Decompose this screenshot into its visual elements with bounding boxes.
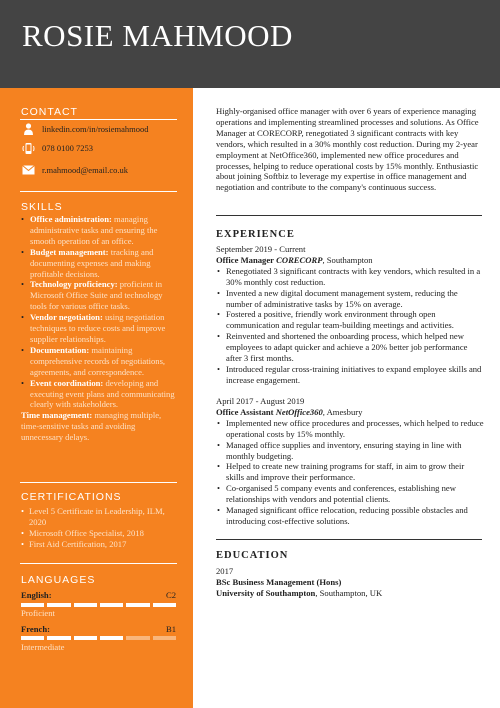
language-level-segment [74,636,97,640]
education-heading: EDUCATION [216,550,289,561]
phone-icon [21,141,35,155]
skill-item: • Event coordination: developing and executing event plans and communicating clearly with stakeholders. [29,378,179,411]
language-level-segment [126,636,149,640]
email-icon [21,163,35,177]
job-bullet: • Invented a new digital document management system, reducing the number of administrative tasks by 15% on average. [226,288,484,310]
skills-heading: SKILLS [21,201,63,213]
certifications-list [21,506,179,550]
job-bullet: • Renegotiated 3 significant contracts with key vendors, which resulted in a 30% monthly cost reduction. [226,266,484,288]
skills-list [21,214,179,443]
language-level-segment [47,636,70,640]
contact-linkedin[interactable] [21,122,148,136]
language-level: B1 [165,624,176,634]
degree: BSc Business Management (Hons) [216,576,342,587]
divider [20,563,177,564]
email-text: r.mahmood@email.co.uk [42,165,128,175]
certification-item: • Microsoft Office Specialist, 2018 [29,528,179,539]
language-level-segment [74,603,97,607]
contact-phone[interactable] [21,141,93,155]
job-title-line: Office Manager CORECORP, Southampton [216,254,373,265]
language-level-segment [153,636,176,640]
school-line: University of Southampton, Southampton, UK [216,587,383,598]
job-entry [216,244,484,386]
language-english [21,590,176,600]
profile-summary: Highly-organised office manager with over 6 years of experience managing operations and implementing streamlined processes and solutions. As Office Manager at CORECORP, renegotiated 3 significant contracts with key vendors, which resulted in a 30% monthly cost reduction. During my 2-year employment at NetOffice360, implemented new office procedures and processes, helping to reduce operational costs by 15% monthly. Enthusiastic about joining Softbiz to leverage my expertise in office management and negotiation and contribute to the company's continuous success. [216,106,479,193]
linkedin-text: linkedin.com/in/rosiemahmood [42,124,149,134]
skill-item: • Documentation: maintaining comprehensive records of negotiations, agreements, and correspondence. [29,345,179,378]
skill-item: • Budget management: tracking and documenting expenses and making profitable decisions. [29,247,179,280]
header-bar [0,0,500,88]
contact-heading: CONTACT [21,106,78,118]
divider [216,215,482,216]
language-french [21,624,176,634]
job-bullet: • Managed office supplies and inventory, ensuring staying in line with monthly budgeting. [226,440,484,462]
certification-item: • Level 5 Certificate in Leadership, ILM, 2020 [29,506,179,528]
job-bullet: • Reinvented and shortened the onboarding process, which helped new employees to adapt quicker and achieve a 20% better job performance after 3 first months. [226,331,484,364]
job-bullet: • Co-organised 5 company events and conferences, establishing new relationships with vendors and potential clients. [226,483,484,505]
candidate-name: ROSIE MAHMOOD [22,18,293,53]
experience-heading: EXPERIENCE [216,229,295,240]
language-proficiency: Intermediate [21,642,65,652]
language-level-segment [100,636,123,640]
job-bullet: • Introduced regular cross-training initiatives to expand employee skills and increase engagement. [226,364,484,386]
contact-email[interactable] [21,163,128,177]
skill-item: • Office administration: managing administrative tasks and ensuring the smooth operation of an office. [29,214,179,247]
phone-text: 078 0100 7253 [42,143,93,153]
job-bullet: • Implemented new office procedures and processes, which helped to reduce operational costs by 15% monthly. [226,418,484,440]
job-title-line: Office Assistant NetOffice360, Amesbury [216,406,363,417]
job-bullet: • Managed significant office relocation, reducing possible obstacles and introducing cost-effective solutions. [226,505,484,527]
job-entry [216,396,484,527]
skill-item: • Technology proficiency: proficient in Microsoft Office Suite and technology tools for various office tasks. [29,279,179,312]
company-name: CORECORP [276,254,323,265]
job-date: April 2017 - August 2019 [216,396,305,406]
skill-item: Time management: managing multiple, time-sensitive tasks and avoiding unnecessary delays. [21,410,162,443]
language-level-segment [21,603,44,607]
language-level-segment [100,603,123,607]
divider [216,539,482,540]
divider [20,119,177,120]
language-name: English: [21,590,52,600]
job-bullet: • Helped to create new training programs for staff, in aim to grow their skills and improve their performance. [226,461,484,483]
language-level-segment [153,603,176,607]
language-level-bar [21,603,176,607]
language-level-segment [47,603,70,607]
language-level: C2 [165,590,176,600]
language-level-segment [126,603,149,607]
language-level-segment [21,636,44,640]
job-bullet: • Fostered a positive, friendly work environment through open communication and regular team-building meetings and activities. [226,309,484,331]
education-year: 2017 [216,566,234,576]
language-name: French: [21,624,50,634]
divider [20,191,177,192]
languages-heading: LANGUAGES [21,574,96,586]
divider [20,482,177,483]
education-entry [216,566,482,599]
job-date: September 2019 - Current [216,244,306,254]
language-level-bar [21,636,176,640]
certification-item: • First Aid Certification, 2017 [29,539,179,550]
skill-item: • Vendor negotiation: using negotiation techniques to reduce costs and improve supplier relationships. [29,312,179,345]
certifications-heading: CERTIFICATIONS [21,491,122,503]
company-name: NetOffice360 [275,406,323,417]
language-proficiency: Proficient [21,608,55,618]
linkedin-icon [21,122,35,136]
